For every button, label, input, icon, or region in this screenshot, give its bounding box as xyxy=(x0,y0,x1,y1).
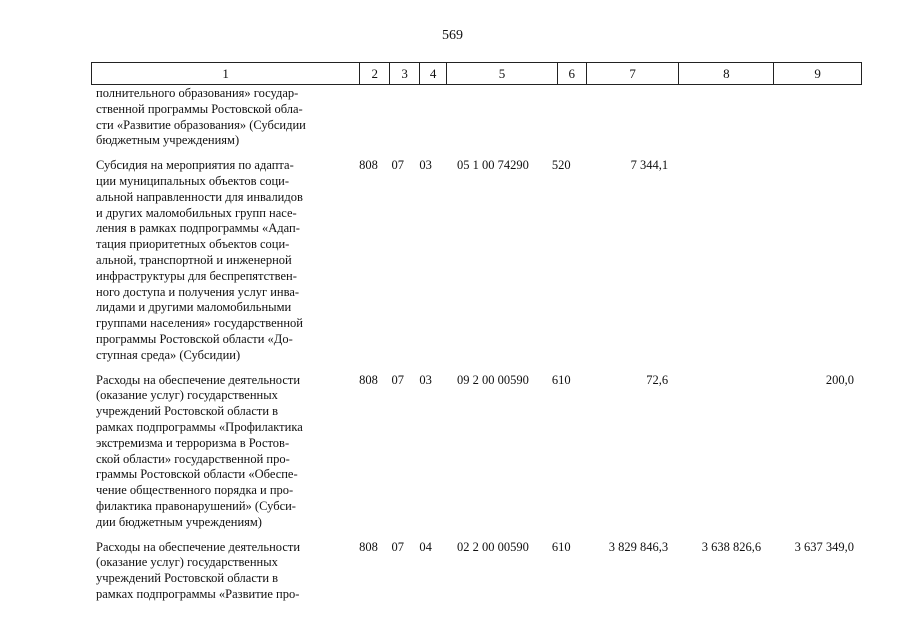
cell-amount-1: 72,6 xyxy=(646,372,669,387)
description-line: тация приоритетных объектов соци- xyxy=(96,237,290,252)
page-number: 569 xyxy=(442,28,463,43)
table-header xyxy=(91,62,862,85)
cell-expense-type xyxy=(547,86,575,149)
description-line: учреждений Ростовской области в xyxy=(96,404,279,419)
description-line: сти «Развитие образования» (Субсидии xyxy=(96,117,306,132)
cell-subsection: 03 xyxy=(419,372,432,387)
description-line: чение общественного порядка и про- xyxy=(96,483,294,498)
header-col-6: 6 xyxy=(558,63,587,84)
cell-target-article xyxy=(439,86,547,149)
header-col-5: 5 xyxy=(447,63,558,84)
cell-amount-3 xyxy=(769,86,862,149)
description-line: граммы Ростовской области «Обеспе- xyxy=(96,467,298,482)
cell-target-article: 05 1 00 74290 xyxy=(457,158,529,173)
description-line: бюджетным учреждениям) xyxy=(96,133,240,148)
cell-amount-3: 3 637 349,0 xyxy=(794,539,855,554)
table-row xyxy=(91,373,862,531)
cell-amount-2 xyxy=(676,373,769,531)
table-row xyxy=(91,158,862,363)
header-col-7: 7 xyxy=(587,63,680,84)
cell-subsection: 04 xyxy=(419,539,432,554)
header-col-2: 2 xyxy=(360,63,390,84)
header-col-4: 4 xyxy=(420,63,447,84)
description-line: и других маломобильных групп насе- xyxy=(96,205,297,220)
cell-subsection xyxy=(412,86,438,149)
cell-section: 07 xyxy=(391,158,405,173)
description-line: ции муниципальных объектов соци- xyxy=(96,173,289,188)
cell-expense-type: 610 xyxy=(551,372,571,387)
header-col-8: 8 xyxy=(679,63,774,84)
table-row xyxy=(91,86,862,149)
cell-ministry: 808 xyxy=(359,372,378,387)
description-line: альной, транспортной и инженерной xyxy=(96,252,292,267)
description-line: альной направленности для инвалидов xyxy=(96,189,303,204)
cell-target-article: 02 2 00 00590 xyxy=(457,539,529,554)
description-line: ственной программы Ростовской обла- xyxy=(96,101,303,116)
description-line: (оказание услуг) государственных xyxy=(96,388,278,403)
header-col-9: 9 xyxy=(814,66,821,81)
row-description xyxy=(91,86,354,149)
description-line: Расходы на обеспечение деятельности xyxy=(96,539,301,554)
description-line: лидами и другими маломобильными xyxy=(96,300,292,315)
header-col-1: 1 xyxy=(92,63,360,84)
description-line: полнительного образования» государ- xyxy=(96,86,299,100)
cell-target-article: 09 2 00 00590 xyxy=(457,372,529,387)
description-line: программы Ростовской области «До- xyxy=(96,331,293,346)
description-line: экстремизма и терроризма в Ростов- xyxy=(96,435,290,450)
cell-amount-2 xyxy=(676,86,769,149)
table-body xyxy=(91,86,862,603)
row-description xyxy=(91,373,354,531)
description-line: инфраструктуры для беспрепятствен- xyxy=(96,268,297,283)
header-col-3: 3 xyxy=(390,63,420,84)
description-line: рамках подпрограммы «Профилактика xyxy=(96,419,303,434)
description-line: (оказание услуг) государственных xyxy=(96,555,278,570)
cell-section: 07 xyxy=(391,372,405,387)
description-line: Субсидия на мероприятия по адапта- xyxy=(96,158,294,173)
cell-expense-type: 520 xyxy=(551,158,571,173)
description-line: Расходы на обеспечение деятельности xyxy=(96,372,301,387)
row-description xyxy=(91,158,354,363)
cell-amount-2 xyxy=(676,158,769,363)
cell-amount-1: 7 344,1 xyxy=(630,158,669,173)
cell-ministry xyxy=(354,86,383,149)
description-line: дии бюджетным учреждениям) xyxy=(96,514,262,529)
cell-amount-3 xyxy=(769,158,862,363)
description-line: филактика правонарушений» (Субси- xyxy=(96,498,296,513)
cell-subsection: 03 xyxy=(419,158,432,173)
cell-amount-1 xyxy=(575,86,676,149)
cell-amount-1: 3 829 846,3 xyxy=(608,539,669,554)
cell-section: 07 xyxy=(391,539,405,554)
cell-amount-2: 3 638 826,6 xyxy=(701,539,762,554)
cell-amount-3: 200,0 xyxy=(825,372,855,387)
description-line: группами населения» государственной xyxy=(96,316,303,331)
description-line: ской области» государственной про- xyxy=(96,451,290,466)
table-row xyxy=(91,540,862,603)
description-line: учреждений Ростовской области в xyxy=(96,571,279,586)
cell-ministry: 808 xyxy=(359,539,378,554)
description-line: ного доступа и получения услуг инва- xyxy=(96,284,300,299)
cell-expense-type: 610 xyxy=(551,539,571,554)
row-description xyxy=(91,540,354,603)
description-line: ления в рамках подпрограммы «Адап- xyxy=(96,221,300,236)
cell-section xyxy=(383,86,412,149)
description-line: ступная среда» (Субсидии) xyxy=(96,347,241,362)
cell-ministry: 808 xyxy=(359,158,378,173)
description-line: рамках подпрограммы «Развитие про- xyxy=(96,586,300,601)
